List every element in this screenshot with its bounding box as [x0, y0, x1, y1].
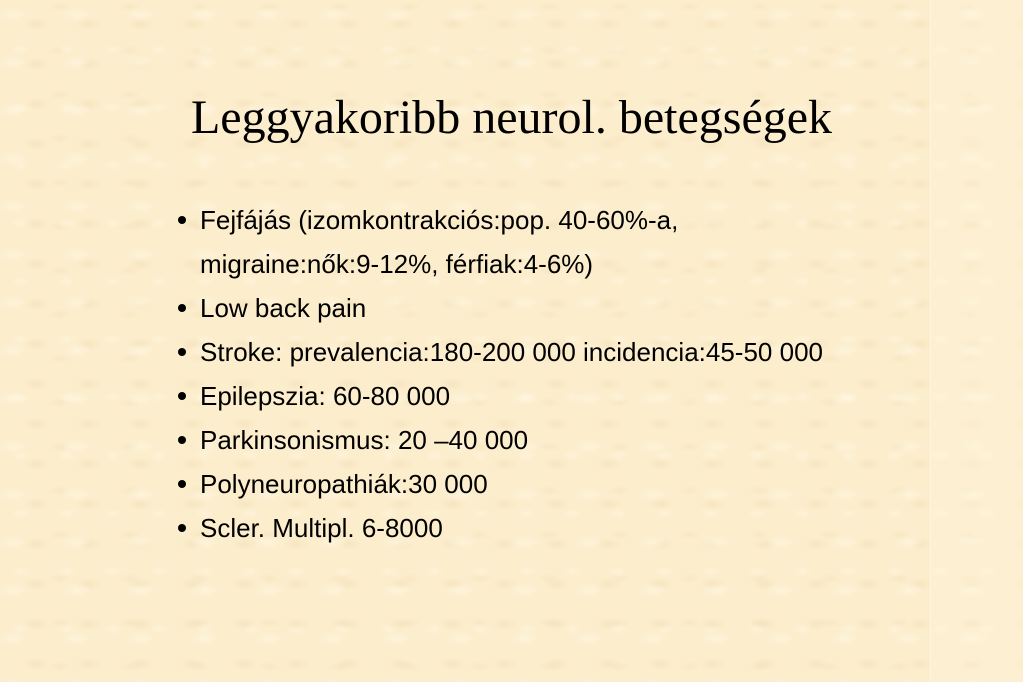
bullet-dot-icon — [178, 392, 186, 400]
bullet-text: Low back pain — [200, 293, 367, 323]
bullet-dot-icon — [178, 348, 186, 356]
bullet-item-stroke — [176, 330, 823, 374]
bullet-text: Fejfájás (izomkontrakciós:pop. 40-60%-a, — [200, 205, 679, 235]
bullet-item-low-back-pain — [176, 286, 823, 330]
bullet-item-headache — [176, 198, 823, 286]
bullet-item-epilepsy — [176, 374, 823, 418]
bullet-text: Scler. Multipl. 6-8000 — [200, 513, 443, 543]
bullet-item-parkinsonism — [176, 418, 823, 462]
bullet-text-continued: migraine:nők:9-12%, férfiak:4-6%) — [200, 249, 594, 279]
bullet-text: Epilepszia: 60-80 000 — [200, 381, 451, 411]
bullet-dot-icon — [178, 436, 186, 444]
bullet-item-multiple-sclerosis — [176, 506, 823, 550]
bullet-dot-icon — [178, 304, 186, 312]
bullet-text: Polyneuropathiák:30 000 — [200, 469, 488, 499]
slide-title: Leggyakoribb neurol. betegségek — [190, 91, 833, 144]
bullet-text: Parkinsonismus: 20 –40 000 — [200, 425, 529, 455]
bullet-list — [176, 198, 823, 550]
bullet-dot-icon — [178, 524, 186, 532]
bullet-dot-icon — [178, 480, 186, 488]
bullet-dot-icon — [178, 216, 186, 224]
bullet-item-polyneuropathy — [176, 462, 823, 506]
bullet-text: Stroke: prevalencia:180-200 000 incidencia:45-50 000 — [200, 337, 823, 367]
